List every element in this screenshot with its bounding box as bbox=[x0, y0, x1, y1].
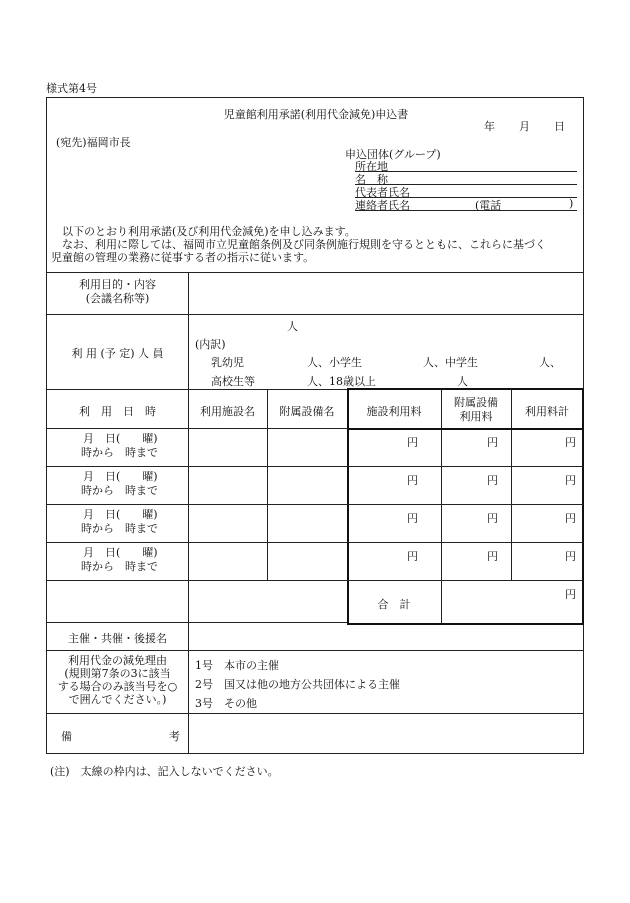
exemption-reason-2[interactable]: 2号 国又は他の地方公共団体による主催 bbox=[195, 678, 400, 691]
addressee: (宛先)福岡市長 bbox=[56, 136, 131, 149]
rule bbox=[47, 542, 349, 543]
row-datetime[interactable]: 月 日( 曜) 時から 時まで bbox=[81, 470, 158, 497]
remarks-input[interactable] bbox=[195, 718, 575, 750]
yen-unit: 円 bbox=[487, 474, 498, 487]
organizers-label: 主催・共催・後援名 bbox=[68, 632, 167, 645]
yen-unit: 円 bbox=[487, 550, 498, 563]
footnote: (注) 太線の枠内は、記入しないでください。 bbox=[50, 765, 279, 778]
rule bbox=[47, 272, 583, 273]
yen-unit: 円 bbox=[487, 436, 498, 449]
header-equipment: 附属設備名 bbox=[279, 405, 335, 418]
rule bbox=[47, 314, 583, 315]
name-label: 名 称 bbox=[355, 173, 388, 186]
remarks-label-right: 考 bbox=[169, 730, 180, 743]
yen-unit: 円 bbox=[565, 436, 576, 449]
intro-text bbox=[51, 225, 581, 264]
rule bbox=[47, 466, 349, 467]
organizers-input[interactable] bbox=[195, 628, 575, 644]
rule bbox=[347, 504, 583, 505]
address-label: 所在地 bbox=[355, 160, 388, 173]
day-label: 日 bbox=[554, 120, 565, 133]
year-label: 年 bbox=[484, 120, 495, 133]
contact-field[interactable] bbox=[355, 197, 577, 211]
yen-unit: 円 bbox=[407, 512, 418, 525]
attendees-label: 利 用 (予 定) 人 員 bbox=[71, 347, 164, 360]
rule bbox=[47, 580, 349, 581]
contact-label: 連絡者氏名 bbox=[355, 199, 410, 212]
infant-label: 乳幼児 bbox=[211, 356, 244, 369]
month-label: 月 bbox=[519, 120, 530, 133]
rule bbox=[347, 580, 583, 581]
exemption-label: 利用代金の減免理由 (規則第7条の3に該当 する場合のみ該当号を○ で囲んでください。) bbox=[57, 654, 178, 706]
adult-unit: 人 bbox=[457, 375, 468, 388]
phone-close: ) bbox=[569, 197, 574, 210]
high-school-unit: 人、18歳以上 bbox=[307, 375, 376, 388]
header-datetime: 利 用 日 時 bbox=[79, 405, 156, 418]
exemption-reasons bbox=[195, 656, 400, 713]
col-divider bbox=[188, 272, 189, 754]
purpose-input[interactable] bbox=[195, 278, 575, 308]
intro-line-3: 児童館の管理の業務に従事する者の指示に従います。 bbox=[51, 251, 315, 264]
yen-unit: 円 bbox=[487, 512, 498, 525]
yen-unit: 円 bbox=[565, 512, 576, 525]
header-facility-fee: 施設利用料 bbox=[366, 405, 422, 418]
col-divider bbox=[441, 389, 442, 623]
date-field bbox=[484, 118, 565, 134]
infant-unit: 人、小学生 bbox=[307, 356, 362, 369]
purpose-label: 利用目的・内容 (会議名称等) bbox=[79, 278, 156, 305]
yen-unit: 円 bbox=[565, 550, 576, 563]
elementary-unit: 人、中学生 bbox=[423, 356, 478, 369]
exemption-reason-3[interactable]: 3号 その他 bbox=[195, 697, 257, 710]
total-yen: 円 bbox=[565, 588, 576, 601]
rule bbox=[47, 504, 349, 505]
rule bbox=[347, 428, 583, 430]
form-number: 様式第4号 bbox=[46, 82, 97, 95]
rule bbox=[47, 622, 349, 623]
header-total-fee: 利用料計 bbox=[525, 405, 569, 418]
rule bbox=[47, 650, 583, 651]
phone-label: (電話 bbox=[475, 199, 502, 212]
row-datetime[interactable]: 月 日( 曜) 時から 時まで bbox=[81, 546, 158, 573]
rule bbox=[347, 542, 583, 543]
form-title: 児童館利用承諾(利用代金減免)申込書 bbox=[223, 108, 409, 121]
breakdown-label: (内訳) bbox=[195, 338, 226, 351]
name-field[interactable] bbox=[355, 171, 577, 185]
rule bbox=[47, 713, 583, 714]
rule bbox=[347, 466, 583, 467]
intro-line-1: 以下のとおり利用承諾(及び利用代金減免)を申し込みます。 bbox=[62, 225, 356, 238]
row-datetime[interactable]: 月 日( 曜) 時から 時まで bbox=[81, 508, 158, 535]
yen-unit: 円 bbox=[407, 550, 418, 563]
yen-unit: 円 bbox=[407, 436, 418, 449]
remarks-label-left: 備 bbox=[61, 730, 72, 743]
row-datetime[interactable]: 月 日( 曜) 時から 時まで bbox=[81, 432, 158, 459]
intro-line-2: なお、利用に際しては、福岡市立児童館条例及び同条例施行規則を守るとともに、これらに基づく bbox=[62, 238, 546, 251]
exemption-reason-1[interactable]: 1号 本市の主催 bbox=[195, 659, 279, 672]
address-field[interactable] bbox=[355, 158, 577, 172]
header-facility: 利用施設名 bbox=[200, 405, 255, 418]
total-label: 合 計 bbox=[377, 598, 411, 611]
high-school-label: 高校生等 bbox=[211, 375, 255, 388]
attendees-total-unit: 人 bbox=[287, 320, 298, 333]
yen-unit: 円 bbox=[407, 474, 418, 487]
representative-field[interactable] bbox=[355, 184, 577, 198]
yen-unit: 円 bbox=[565, 474, 576, 487]
representative-label: 代表者氏名 bbox=[355, 186, 410, 199]
applicant-heading: 申込団体(グループ) bbox=[345, 148, 441, 161]
form-table bbox=[46, 97, 584, 754]
junior-high-unit: 人、 bbox=[539, 356, 561, 369]
header-equipment-fee: 附属設備 利用料 bbox=[454, 396, 498, 423]
